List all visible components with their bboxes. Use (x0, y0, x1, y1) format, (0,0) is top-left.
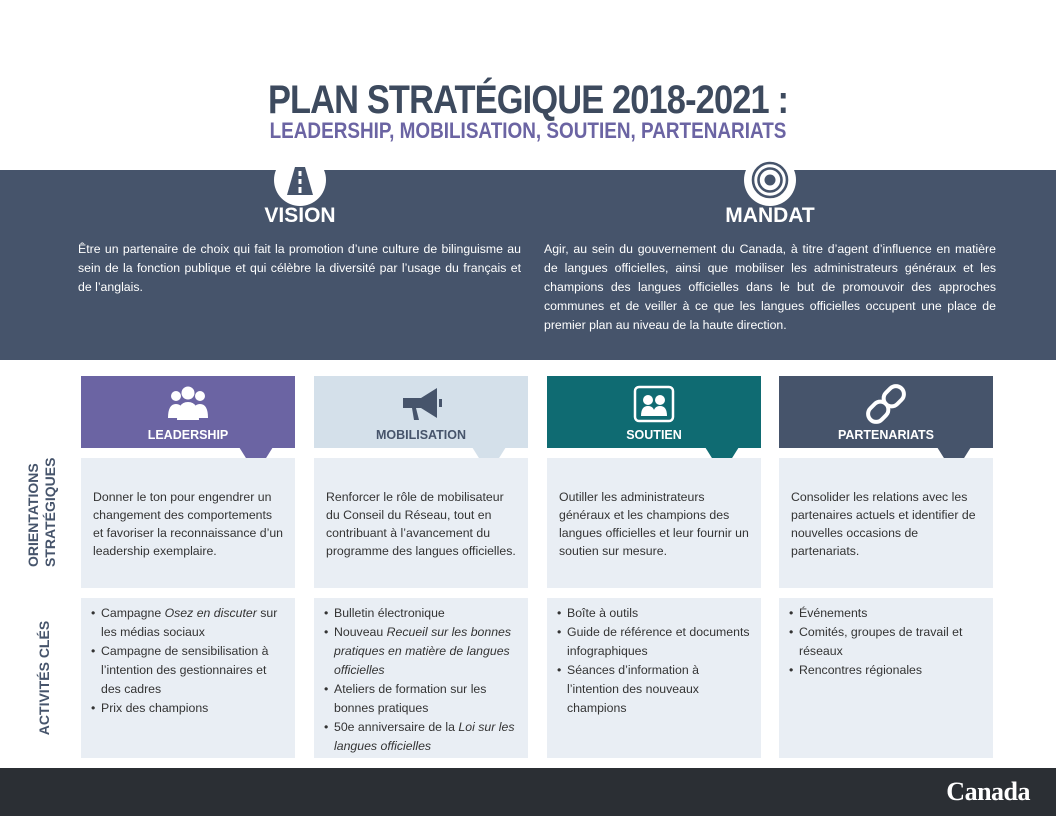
column-header-mobilisation (314, 376, 528, 448)
activity-item: • Prix des champions (91, 699, 287, 718)
page-title: PLAN STRATÉGIQUE 2018-2021 : (267, 78, 789, 122)
column-label: LEADERSHIP (147, 428, 229, 442)
activity-item: • Campagne de sensibilisation à l’intention des gestionnaires et des cadres (91, 642, 287, 699)
canada-wordmark: Canada (946, 777, 1030, 806)
orientation-text: Consolider les relations avec les partenaires actuels et identifier de nouvelles occasions de partenariats. (791, 490, 976, 558)
chain-link-icon (864, 384, 908, 429)
support-icon (632, 384, 676, 429)
activity-item: • Campagne Osez en discuter sur les médias sociaux (91, 604, 287, 642)
orientation-box (547, 458, 761, 588)
activity-item: • Nouveau Recueil sur les bonnes pratiques en matière de langues officielles (324, 623, 520, 680)
vision-mandat-band (0, 170, 1056, 360)
column-label: SOUTIEN (626, 428, 682, 442)
activity-item: • Boîte à outils (557, 604, 753, 623)
activity-item: • Rencontres régionales (789, 661, 985, 680)
mandat-text: Agir, au sein du gouvernement du Canada, à titre d’agent d’influence en matière de langues officielles, ainsi que mobiliser les administrateurs généraux et les champions des langues officielles dans le but de promouvoir des approches communes et de veiller à ce que les langues officielles occupent une place de premier plan au niveau de la haute direction. (544, 242, 996, 332)
activity-item: • Guide de référence et documents infographiques (557, 623, 753, 661)
activities-box (779, 598, 993, 758)
activity-item: • Comités, groupes de travail et réseaux (789, 623, 985, 661)
activities-list (81, 598, 295, 718)
orientation-text: Outiller les administrateurs généraux et les champions des langues officielles et leur fournir un soutien sur mesure. (559, 490, 749, 558)
activities-list (547, 598, 761, 718)
activities-box (314, 598, 528, 758)
activities-box (81, 598, 295, 758)
column-label: PARTENARIATS (837, 428, 935, 442)
side-label-orientations: ORIENTATIONS STRATÉGIQUES (25, 457, 58, 567)
activities-list (779, 598, 993, 680)
column-header-soutien (547, 376, 761, 448)
vision-text: Être un partenaire de choix qui fait la promotion d’une culture de bilinguisme au sein de la fonction publique et qui célèbre la diversité par l’usage du français et de l’anglais. (78, 242, 521, 294)
column-label: MOBILISATION (375, 428, 467, 442)
mandat-heading: MANDAT (725, 204, 815, 227)
orientation-box (779, 458, 993, 588)
activities-list (314, 598, 528, 756)
orientation-text: Renforcer le rôle de mobilisateur du Conseil du Réseau, tout en contribuant à l’avancement du programme des langues officielles. (326, 490, 516, 558)
orientation-box (81, 458, 295, 588)
target-icon (744, 154, 796, 206)
road-icon (274, 154, 326, 206)
page-subtitle: LEADERSHIP, MOBILISATION, SOUTIEN, PARTENARIATS (269, 118, 787, 143)
orientation-box (314, 458, 528, 588)
activity-item: • Séances d’information à l’intention des nouveaux champions (557, 661, 753, 718)
megaphone-icon (399, 384, 443, 429)
activity-item: • Bulletin électronique (324, 604, 520, 623)
footer-bar (0, 768, 1056, 816)
column-header-leadership (81, 376, 295, 448)
group-icon (166, 384, 210, 429)
orientation-text: Donner le ton pour engendrer un changement des comportements et favoriser la reconnaissance d’un leadership exemplaire. (93, 490, 284, 558)
vision-heading: VISION (264, 204, 336, 227)
activities-box (547, 598, 761, 758)
side-label-activites: ACTIVITÉS CLÉS (36, 620, 52, 736)
activity-item: • Événements (789, 604, 985, 623)
column-header-partenariats (779, 376, 993, 448)
activity-item: • Ateliers de formation sur les bonnes pratiques (324, 680, 520, 718)
activity-item: • 50e anniversaire de la Loi sur les langues officielles (324, 718, 520, 756)
